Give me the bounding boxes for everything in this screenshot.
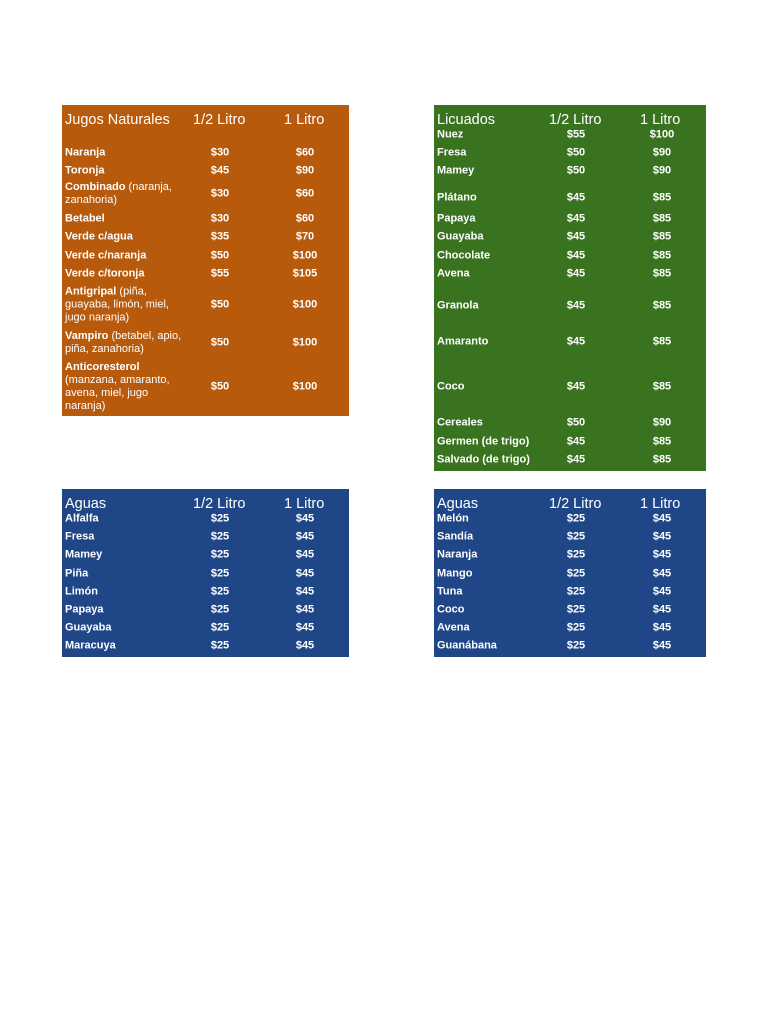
licuados-row xyxy=(434,145,706,161)
item-name-text: Anticoresterol xyxy=(65,361,140,373)
licuados-row xyxy=(434,415,706,431)
jugos-row xyxy=(62,211,349,227)
licuados-table xyxy=(434,105,706,471)
jugos-row xyxy=(62,361,349,413)
item-name-text: Verde c/agua xyxy=(65,230,133,243)
item-description: (manzana, amaranto, avena, miel, jugo naranja) xyxy=(65,374,170,412)
aguas-1-row xyxy=(62,584,349,600)
price-half-litro: $25 xyxy=(210,530,230,543)
jugos-row xyxy=(62,181,349,207)
aguas-1-row xyxy=(62,602,349,618)
item-name xyxy=(437,604,547,617)
licuados-row xyxy=(434,363,706,411)
item-name xyxy=(65,640,175,653)
item-name xyxy=(65,250,185,263)
price-one-litro: $60 xyxy=(295,187,315,200)
price-one-litro: $45 xyxy=(295,548,315,561)
price-one-litro: $45 xyxy=(652,548,672,561)
price-half-litro: $25 xyxy=(566,621,586,634)
item-name xyxy=(65,165,185,178)
price-one-litro: $90 xyxy=(652,416,672,429)
price-half-litro: $50 xyxy=(210,249,230,262)
price-one-litro: $45 xyxy=(295,512,315,525)
item-name xyxy=(65,361,185,413)
item-name-text: Germen (de trigo) xyxy=(437,435,530,448)
price-one-litro: $45 xyxy=(295,639,315,652)
price-one-litro: $60 xyxy=(295,212,315,225)
price-one-litro: $45 xyxy=(652,585,672,598)
aguas-2-row xyxy=(434,511,706,527)
item-name-text: Verde c/naranja xyxy=(65,249,147,262)
item-name xyxy=(437,336,547,349)
item-name-text: Plátano xyxy=(437,191,477,204)
price-half-litro: $25 xyxy=(210,585,230,598)
item-name xyxy=(65,268,185,281)
price-one-litro: $105 xyxy=(292,267,318,280)
jugos-row xyxy=(62,328,349,358)
item-name-text: Tuna xyxy=(437,585,463,598)
item-name xyxy=(437,165,547,178)
jugos-title: Jugos Naturales xyxy=(65,112,170,128)
item-name-text: Combinado xyxy=(65,181,126,193)
item-name xyxy=(437,549,547,562)
licuados-row xyxy=(434,434,706,450)
price-half-litro: $25 xyxy=(210,567,230,580)
item-name-text: Guayaba xyxy=(437,230,484,243)
price-half-litro: $45 xyxy=(566,435,586,448)
jugos-row xyxy=(62,229,349,245)
price-half-litro: $45 xyxy=(210,164,230,177)
licuados-row xyxy=(434,229,706,245)
item-name-text: Melón xyxy=(437,512,469,525)
aguas-2-col-full: 1 Litro xyxy=(640,496,681,512)
aguas-1-row xyxy=(62,620,349,636)
item-name-text: Granola xyxy=(437,299,479,312)
item-name-text: Avena xyxy=(437,621,470,634)
item-name-text: Coco xyxy=(437,380,465,393)
price-one-litro: $90 xyxy=(652,146,672,159)
price-one-litro: $85 xyxy=(652,249,672,262)
price-one-litro: $45 xyxy=(652,639,672,652)
item-name xyxy=(437,454,547,467)
item-name-text: Nuez xyxy=(437,128,464,141)
item-name-text: Fresa xyxy=(437,146,467,159)
aguas-2-row xyxy=(434,547,706,563)
item-name xyxy=(65,147,185,160)
item-name xyxy=(437,531,547,544)
price-one-litro: $45 xyxy=(295,530,315,543)
licuados-row xyxy=(434,185,706,211)
price-half-litro: $25 xyxy=(210,603,230,616)
jugos-row xyxy=(62,285,349,325)
aguas-1-row xyxy=(62,511,349,527)
price-one-litro: $100 xyxy=(292,336,318,349)
price-half-litro: $45 xyxy=(566,299,586,312)
price-one-litro: $45 xyxy=(652,621,672,634)
jugos-table xyxy=(62,105,349,416)
licuados-col-full: 1 Litro xyxy=(640,112,681,128)
price-half-litro: $45 xyxy=(566,249,586,262)
price-one-litro: $45 xyxy=(652,512,672,525)
jugos-col-half: 1/2 Litro xyxy=(193,112,246,128)
price-half-litro: $25 xyxy=(210,621,230,634)
price-half-litro: $25 xyxy=(566,530,586,543)
aguas-2-row xyxy=(434,529,706,545)
aguas-1-row xyxy=(62,547,349,563)
aguas-1-row xyxy=(62,638,349,654)
item-name-text: Salvado (de trigo) xyxy=(437,453,530,466)
jugos-row xyxy=(62,266,349,282)
price-one-litro: $100 xyxy=(292,249,318,262)
price-half-litro: $25 xyxy=(566,639,586,652)
item-name-text: Naranja xyxy=(65,146,106,159)
price-half-litro: $25 xyxy=(210,548,230,561)
item-name xyxy=(437,213,547,226)
item-name-text: Sandía xyxy=(437,530,474,543)
price-one-litro: $60 xyxy=(295,146,315,159)
price-half-litro: $45 xyxy=(566,267,586,280)
price-one-litro: $85 xyxy=(652,380,672,393)
item-name-text: Mamey xyxy=(65,548,103,561)
item-description: (naranja, zanahoria) xyxy=(65,181,172,206)
price-half-litro: $45 xyxy=(566,230,586,243)
item-name-text: Verde c/toronja xyxy=(65,267,145,280)
price-half-litro: $55 xyxy=(210,267,230,280)
item-name-text: Betabel xyxy=(65,212,105,225)
price-half-litro: $50 xyxy=(210,298,230,311)
price-half-litro: $25 xyxy=(566,567,586,580)
price-one-litro: $85 xyxy=(652,335,672,348)
price-half-litro: $30 xyxy=(210,212,230,225)
item-name xyxy=(437,586,547,599)
price-one-litro: $100 xyxy=(649,128,675,141)
aguas-2-row xyxy=(434,638,706,654)
price-one-litro: $85 xyxy=(652,212,672,225)
item-name xyxy=(65,181,185,207)
price-half-litro: $55 xyxy=(566,128,586,141)
item-name xyxy=(65,586,175,599)
price-one-litro: $45 xyxy=(652,567,672,580)
jugos-header xyxy=(62,109,349,131)
price-half-litro: $45 xyxy=(566,453,586,466)
item-name-text: Maracuya xyxy=(65,639,116,652)
price-one-litro: $85 xyxy=(652,230,672,243)
price-one-litro: $45 xyxy=(652,603,672,616)
item-name-text: Piña xyxy=(65,567,89,580)
price-half-litro: $50 xyxy=(566,146,586,159)
price-half-litro: $50 xyxy=(566,416,586,429)
item-name xyxy=(437,300,547,313)
item-name-text: Chocolate xyxy=(437,249,491,262)
licuados-row xyxy=(434,163,706,179)
item-name-text: Antigripal xyxy=(65,285,117,298)
price-one-litro: $45 xyxy=(295,585,315,598)
item-name xyxy=(437,640,547,653)
licuados-row xyxy=(434,248,706,264)
price-half-litro: $45 xyxy=(566,335,586,348)
item-description: (betabel, apio, piña, zanahoria) xyxy=(65,330,182,355)
item-name-text: Toronja xyxy=(65,164,105,177)
aguas-1-row xyxy=(62,566,349,582)
aguas-2-row xyxy=(434,602,706,618)
item-name-text: Papaya xyxy=(437,212,476,225)
item-name xyxy=(437,192,547,205)
price-one-litro: $85 xyxy=(652,267,672,280)
jugos-row xyxy=(62,248,349,264)
aguas-1-title: Aguas xyxy=(65,496,107,512)
price-half-litro: $45 xyxy=(566,212,586,225)
price-one-litro: $45 xyxy=(295,621,315,634)
price-one-litro: $70 xyxy=(295,230,315,243)
item-name xyxy=(437,268,547,281)
price-one-litro: $100 xyxy=(292,380,318,393)
price-one-litro: $45 xyxy=(295,567,315,580)
item-name xyxy=(437,250,547,263)
price-half-litro: $25 xyxy=(566,585,586,598)
price-half-litro: $30 xyxy=(210,146,230,159)
item-name-text: Avena xyxy=(437,267,470,280)
aguas-2-row xyxy=(434,620,706,636)
item-name-text: Amaranto xyxy=(437,335,489,348)
price-half-litro: $50 xyxy=(210,336,230,349)
licuados-title: Licuados xyxy=(437,112,496,128)
item-name-text: Mamey xyxy=(437,164,475,177)
licuados-row xyxy=(434,452,706,468)
item-name xyxy=(437,417,547,430)
price-one-litro: $85 xyxy=(652,453,672,466)
item-name xyxy=(65,549,175,562)
aguas-2-row xyxy=(434,566,706,582)
item-name xyxy=(65,568,175,581)
price-half-litro: $25 xyxy=(566,512,586,525)
jugos-col-full: 1 Litro xyxy=(284,112,325,128)
item-name-text: Vampiro xyxy=(65,330,109,342)
licuados-row xyxy=(434,266,706,282)
price-one-litro: $45 xyxy=(295,603,315,616)
item-name xyxy=(437,231,547,244)
jugos-row xyxy=(62,163,349,179)
price-one-litro: $100 xyxy=(292,298,318,311)
item-name-text: Alfalfa xyxy=(65,512,99,525)
item-name xyxy=(65,622,175,635)
jugos-row xyxy=(62,145,349,161)
price-one-litro: $90 xyxy=(295,164,315,177)
licuados-row xyxy=(434,127,706,143)
item-name xyxy=(65,330,185,356)
price-half-litro: $30 xyxy=(210,187,230,200)
item-name-text: Guayaba xyxy=(65,621,112,634)
price-half-litro: $25 xyxy=(210,512,230,525)
item-name xyxy=(65,604,175,617)
aguas-1-row xyxy=(62,529,349,545)
item-name-text: Coco xyxy=(437,603,465,616)
aguas-2-col-half: 1/2 Litro xyxy=(549,496,602,512)
item-name xyxy=(437,513,547,526)
item-name-text: Cereales xyxy=(437,416,483,429)
price-half-litro: $50 xyxy=(210,380,230,393)
item-name xyxy=(437,129,547,142)
item-name xyxy=(65,213,185,226)
price-one-litro: $45 xyxy=(652,530,672,543)
item-name xyxy=(437,381,547,394)
licuados-row xyxy=(434,329,706,355)
item-name xyxy=(437,622,547,635)
item-name xyxy=(65,513,175,526)
price-half-litro: $45 xyxy=(566,191,586,204)
price-half-litro: $45 xyxy=(566,380,586,393)
price-half-litro: $50 xyxy=(566,164,586,177)
aguas-table-1 xyxy=(62,489,349,657)
item-name xyxy=(65,231,185,244)
price-one-litro: $90 xyxy=(652,164,672,177)
price-one-litro: $85 xyxy=(652,299,672,312)
item-name-text: Limón xyxy=(65,585,98,598)
item-name-text: Naranja xyxy=(437,548,478,561)
item-name xyxy=(437,568,547,581)
item-name xyxy=(437,147,547,160)
item-description: (piña, guayaba, limón, miel, jugo naranja) xyxy=(65,285,169,324)
aguas-table-2 xyxy=(434,489,706,657)
aguas-1-col-half: 1/2 Litro xyxy=(193,496,246,512)
price-one-litro: $85 xyxy=(652,191,672,204)
licuados-col-half: 1/2 Litro xyxy=(549,112,602,128)
price-half-litro: $25 xyxy=(566,548,586,561)
item-name xyxy=(65,531,175,544)
item-name xyxy=(65,286,185,325)
price-half-litro: $25 xyxy=(210,639,230,652)
item-name-text: Guanábana xyxy=(437,639,497,652)
item-name-text: Mango xyxy=(437,567,473,580)
price-half-litro: $25 xyxy=(566,603,586,616)
price-one-litro: $85 xyxy=(652,435,672,448)
price-half-litro: $35 xyxy=(210,230,230,243)
licuados-row xyxy=(434,211,706,227)
licuados-row xyxy=(434,293,706,319)
aguas-1-col-full: 1 Litro xyxy=(284,496,325,512)
item-name-text: Fresa xyxy=(65,530,95,543)
aguas-2-title: Aguas xyxy=(437,496,479,512)
item-name-text: Papaya xyxy=(65,603,104,616)
aguas-2-row xyxy=(434,584,706,600)
item-name xyxy=(437,436,547,449)
